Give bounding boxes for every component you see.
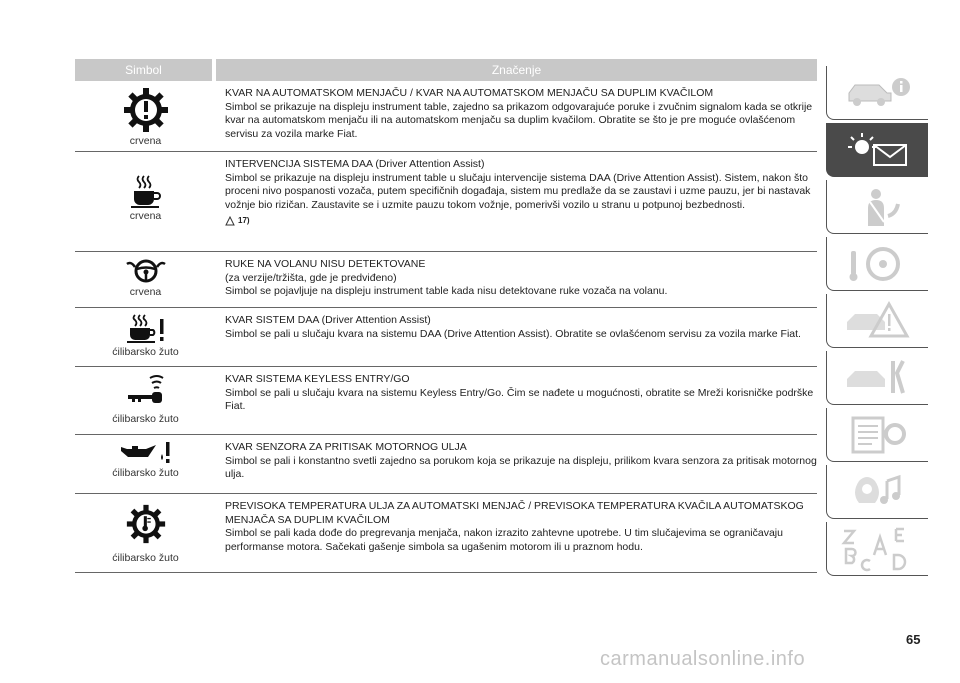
symbol-color: crvena	[129, 210, 162, 222]
car-info-icon	[843, 75, 913, 111]
row-text: Simbol se pojavljuje na displeju instrument table kada nisu detektovane ruke vozača na volanu.	[225, 285, 668, 298]
symbol-color: ćilibarsko žuto	[112, 413, 179, 425]
row-title: KVAR SISTEMA KEYLESS ENTRY/GO	[225, 373, 410, 385]
row-title: KVAR SENZORA ZA PRITISAK MOTORNOG ULJA	[225, 441, 467, 453]
row-text: Simbol se prikazuje na displeju instrument table, zajedno sa prikazom odgovarajuće poruke i zvučnim signalom kada se otkrije kvar na automatskom menjaču ili na automatskom menjaču sa duplim kvačilom. Obratite se što je pre moguće ovlašćenom servisu za vozila marke Fiat.	[225, 100, 813, 140]
tab-car-info[interactable]	[826, 66, 928, 120]
tab-technical-data[interactable]	[826, 408, 928, 462]
description-cell	[216, 81, 817, 151]
symbol-cell	[75, 435, 216, 493]
row-text: Simbol se pali kada dođe do pregrevanja menjača, nakon izrazito zahtevne upotrebe. U tim slučajevima se ograničavaju performanse motora. Sačekati gašenje simbola sa ugašenim motorom ili u praznom hodu.	[225, 527, 783, 553]
row-title: KVAR NA AUTOMATSKOM MENJAČU / KVAR NA AUTOMATSKOM MENJAČU SA DUPLIM KVAČILOM	[225, 87, 714, 99]
row-subtitle: (za verzije/tržišta, gde je predviđeno)	[225, 271, 397, 284]
tab-maintenance[interactable]	[826, 351, 928, 405]
table-row	[75, 81, 817, 152]
description-cell	[216, 308, 817, 366]
row-text: Simbol se prikazuje na displeju instrument table u slučaju intervencije sistema DAA (Drive Attention Assist). Sistem, nakon što proceni nivo pospanosti vozača, putem specifičnih događaja, sistem mu predlaže da se zaustavi i uzme pauzu, jer bi nastavak vožnje bio rizičan. Zaustavite se i uzmite pauzu tokom vožnje, pomerivši vozilo u stranu u potpunoj bezbednosti.	[225, 171, 811, 211]
emergency-icon	[843, 300, 913, 342]
description-cell	[216, 494, 817, 572]
technical-data-icon	[843, 414, 913, 456]
warning-hand-icon	[225, 216, 235, 226]
starting-driving-icon	[843, 243, 913, 285]
note-ref: 17)	[238, 216, 250, 226]
header-meaning: Značenje	[216, 59, 817, 81]
description-cell	[216, 252, 817, 307]
oil-can-warning-icon	[119, 441, 173, 465]
maintenance-icon	[843, 357, 913, 399]
table-row	[75, 435, 817, 494]
tab-emergency[interactable]	[826, 294, 928, 348]
coffee-cup-warning-icon	[126, 314, 166, 344]
row-text: Simbol se pali i konstantno svetli zajedno sa porukom koja se prikazuje na displeju, prilikom kvara senzora za pritisak motornog ulja.	[225, 454, 817, 481]
row-text: Simbol se pali u slučaju kvara na sistemu DAA (Drive Attention Assist). Obratite se ovlašćenom servisu za vozila marke Fiat.	[225, 327, 801, 340]
transmission-fault-icon	[123, 87, 169, 133]
watermark: carmanualsonline.info	[600, 648, 806, 670]
multimedia-icon	[843, 471, 913, 513]
tab-multimedia[interactable]	[826, 465, 928, 519]
table-row	[75, 152, 817, 252]
table-row	[75, 494, 817, 573]
keyless-entry-icon	[126, 373, 166, 405]
description-cell	[216, 367, 817, 434]
symbol-color: ćilibarsko žuto	[112, 552, 179, 564]
page-number: 65	[906, 632, 921, 647]
symbol-color: crvena	[129, 135, 162, 147]
steering-wheel-hands-icon	[126, 258, 166, 284]
row-title: PREVISOKA TEMPERATURA ULJA ZA AUTOMATSKI MENJAČ / PREVISOKA TEMPERATURA KVAČILA AUTOMATSKOG MENJAČA SA DUPLIM KVAČILOM	[225, 500, 804, 526]
symbol-table	[75, 59, 817, 573]
tab-safety[interactable]	[826, 180, 928, 234]
symbol-color: ćilibarsko žuto	[112, 467, 179, 479]
symbol-color: crvena	[129, 286, 162, 298]
row-title: RUKE NA VOLANU NISU DETEKTOVANE	[225, 258, 426, 270]
table-row	[75, 367, 817, 435]
transmission-temperature-icon	[126, 504, 166, 544]
symbol-cell	[75, 252, 216, 307]
index-icon	[840, 525, 916, 573]
row-title: INTERVENCIJA SISTEMA DAA (Driver Attention Assist)	[225, 158, 485, 170]
tab-warning-lights[interactable]	[826, 123, 928, 177]
symbol-cell	[75, 81, 216, 151]
symbol-cell	[75, 152, 216, 251]
tab-starting-driving[interactable]	[826, 237, 928, 291]
row-text: Simbol se pali u slučaju kvara na sistemu Keyless Entry/Go. Čim se nađete u mogućnosti, obratite se Mreži korisničke podrške Fiat.	[225, 386, 814, 413]
tab-index[interactable]	[826, 522, 928, 576]
header-symbol: Simbol	[75, 59, 212, 81]
coffee-cup-icon	[130, 174, 162, 208]
table-row	[75, 252, 817, 308]
row-title: KVAR SISTEM DAA (Driver Attention Assist)	[225, 314, 431, 326]
symbol-cell	[75, 308, 216, 366]
warning-lights-messages-icon	[840, 129, 916, 171]
description-cell	[216, 152, 817, 251]
description-cell	[216, 435, 817, 493]
chapter-tabs	[826, 66, 928, 579]
symbol-cell	[75, 367, 216, 434]
warning-note	[225, 214, 817, 228]
symbol-cell	[75, 494, 216, 572]
safety-seatbelt-icon	[848, 186, 908, 228]
symbol-color: ćilibarsko žuto	[112, 346, 179, 358]
table-header	[75, 59, 817, 81]
table-row	[75, 308, 817, 367]
